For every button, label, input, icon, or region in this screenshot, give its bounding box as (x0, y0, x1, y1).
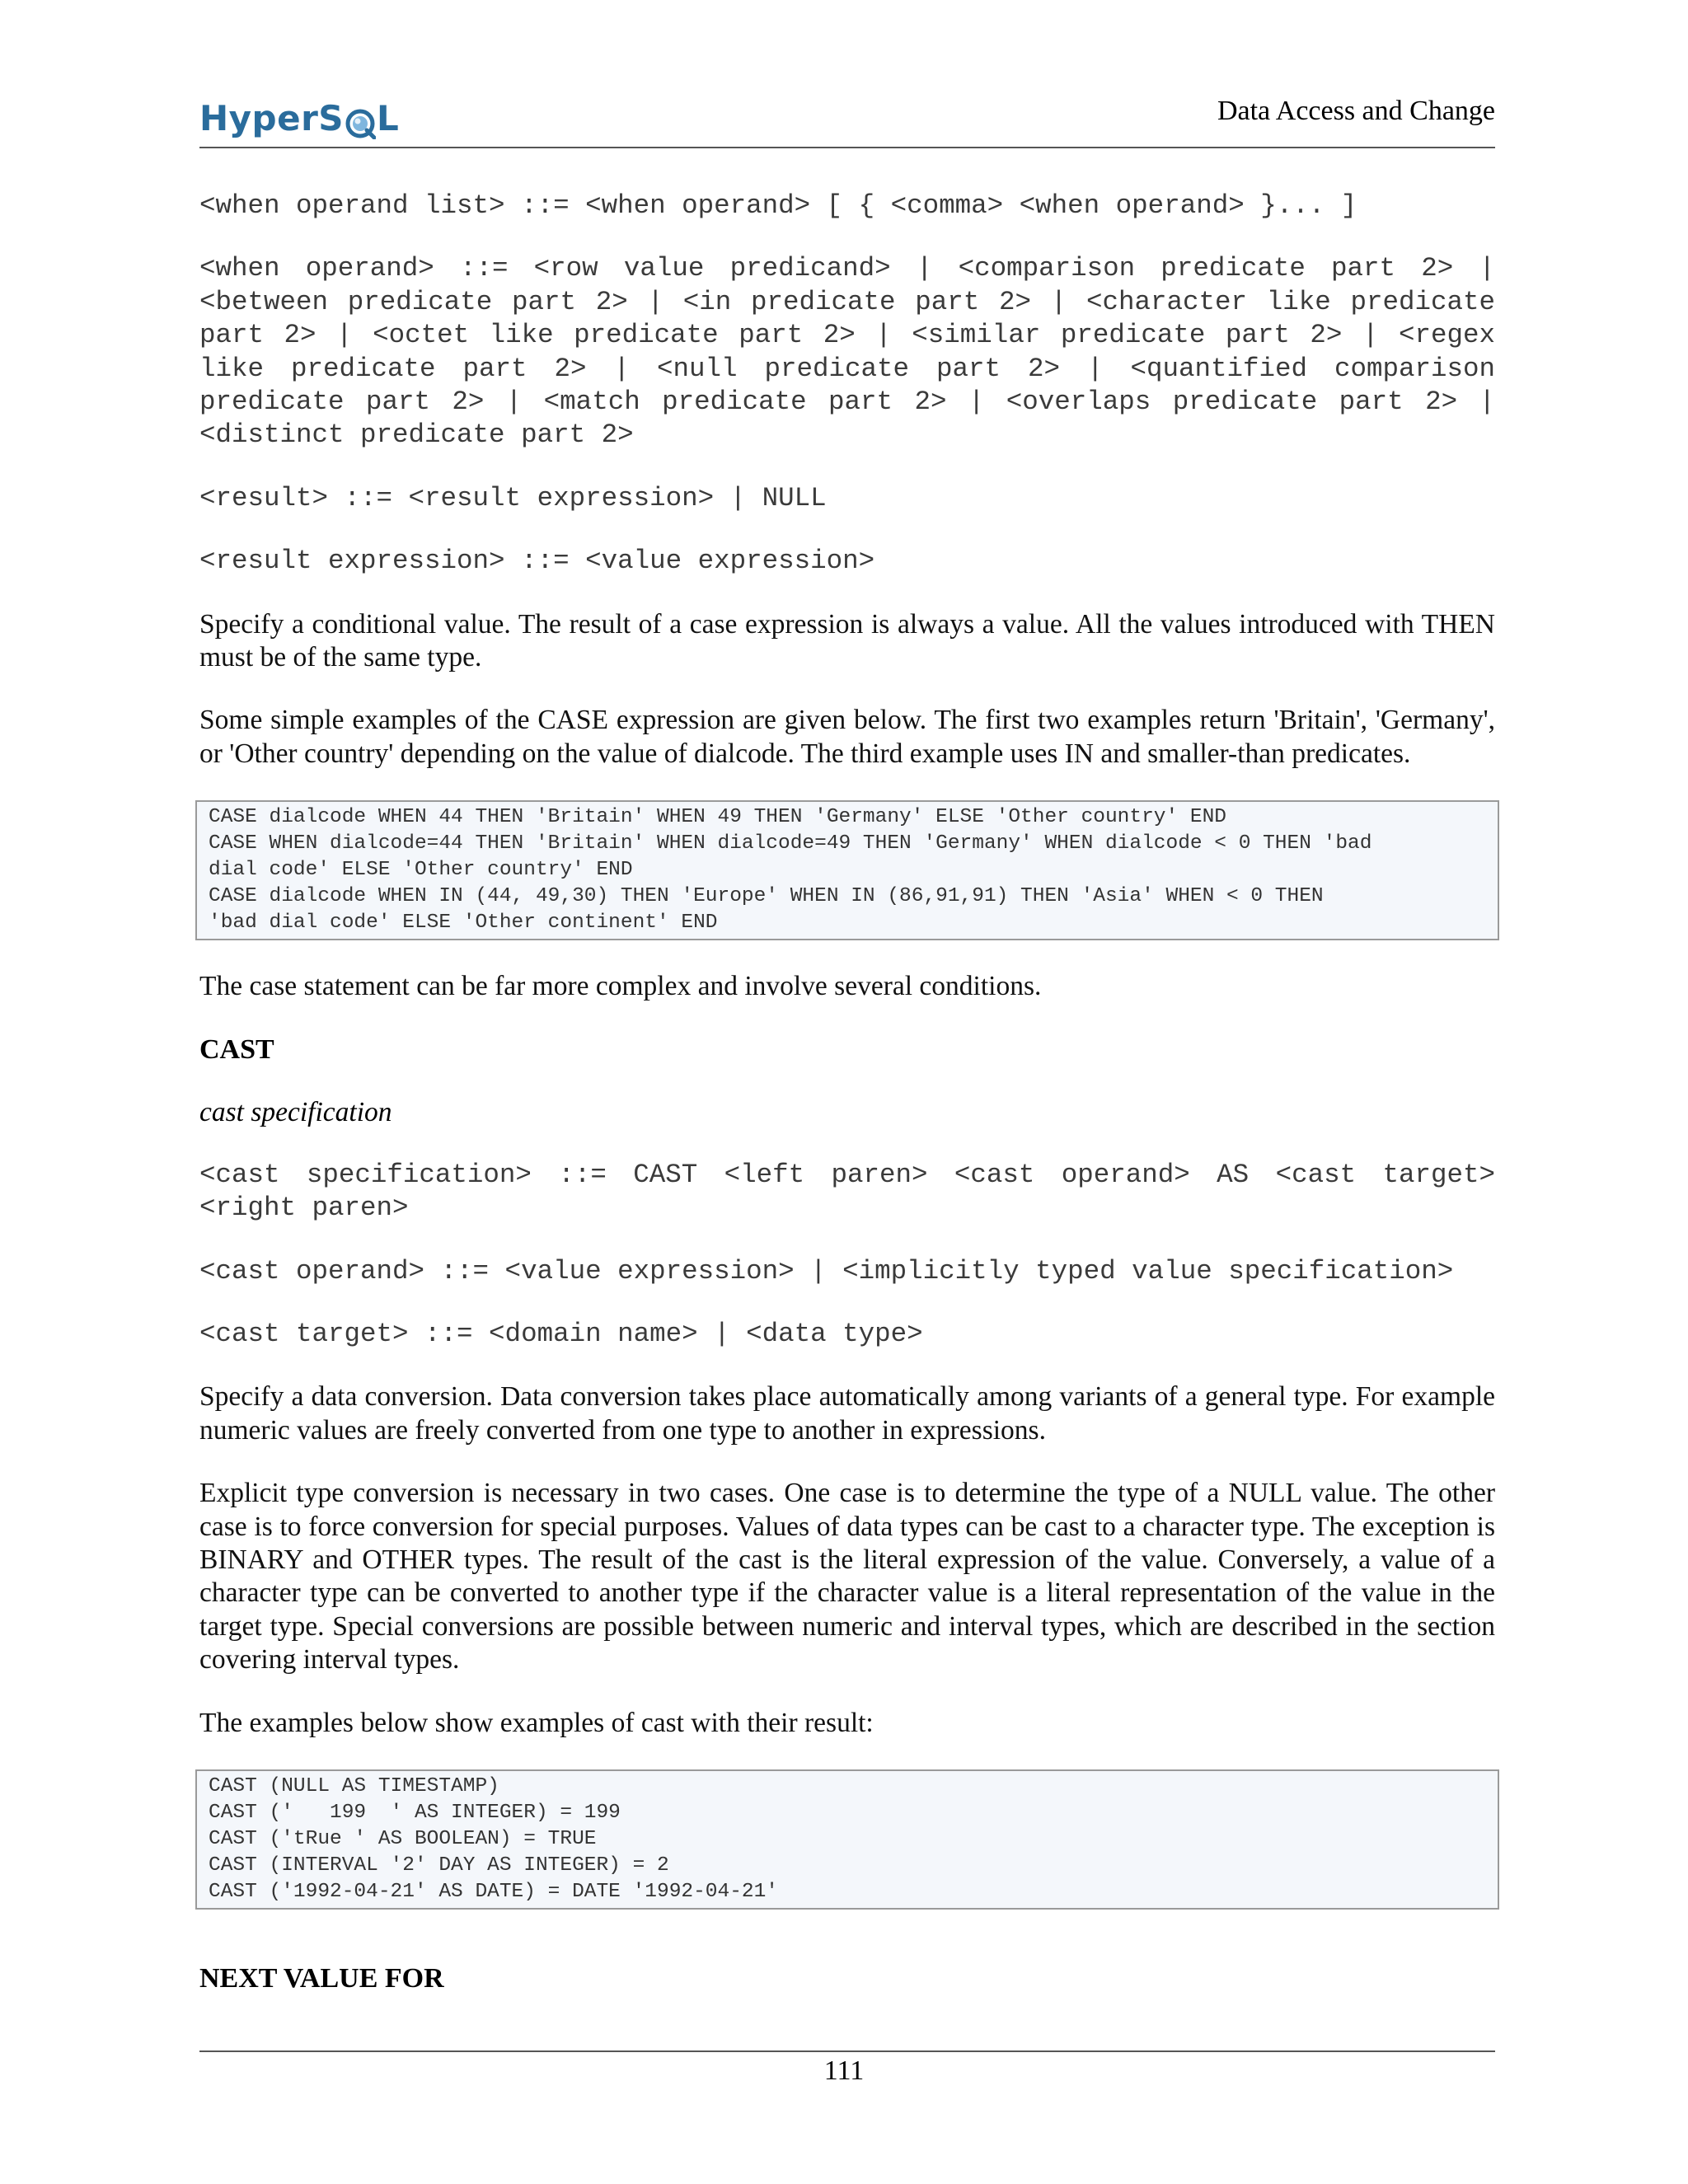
code-line: CASE dialcode WHEN IN (44, 49,30) THEN 'Europe' WHEN IN (86,91,91) THEN 'Asia' WHEN < 0 THEN (209, 885, 1324, 908)
code-line: CASE dialcode WHEN 44 THEN 'Britain' WHEN 49 THEN 'Germany' ELSE 'Other country' END (209, 806, 1227, 829)
grammar-when-operand: <when operand> ::= <row value predicand> | <comparison predicate part 2> | <between predicate part 2> | <in predicate part 2> | <character like predicate part 2> | <octet like predicate part 2> | <similar predicate part 2> | <regex like predicate part 2> | <null predicate part 2> | <quantified comparison predicate part 2> | <match predicate part 2> | <overlaps predicate part 2> | <distinct predicate part 2> (199, 253, 1495, 451)
grammar-result-expression: <result expression> ::= <value expression> (199, 546, 875, 577)
cast-code-block (195, 1769, 1499, 1910)
case-code-block (195, 800, 1499, 940)
code-line: CAST ('tRue ' AS BOOLEAN) = TRUE (209, 1827, 597, 1850)
case-examples-intro: Some simple examples of the CASE expression are given below. The first two examples return 'Britain', 'Germany', or 'Other country' depending on the value of dialcode. The third example uses IN and smaller-than predicates. (199, 705, 1495, 769)
grammar-cast-target: <cast target> ::= <domain name> | <data type> (199, 1318, 923, 1349)
grammar-when-operand-list: <when operand list> ::= <when operand> [ { <comma> <when operand> }... ] (199, 190, 1357, 221)
logo-q-icon (345, 103, 376, 134)
grammar-result: <result> ::= <result expression> | NULL (199, 482, 827, 513)
cast-examples-intro: The examples below show examples of cast with their result: (199, 1707, 874, 1738)
header-rule (199, 147, 1495, 148)
cast-description: Specify a data conversion. Data conversion takes place automatically among variants of a general type. For example numeric values are freely converted from one type to another in expressions. (199, 1381, 1495, 1446)
cast-heading: CAST (199, 1033, 274, 1065)
hypersql-logo (199, 94, 399, 143)
page-number: 111 (823, 2055, 865, 2086)
code-line: CAST (' 199 ' AS INTEGER) = 199 (209, 1801, 621, 1824)
page-header (199, 89, 1495, 148)
cast-explicit-conversion: Explicit type conversion is necessary in two cases. One case is to determine the type of a NULL value. The other case is to force conversion for special purposes. Values of data types can be cast to a character type. The exception is BINARY and OTHER types. The result of the cast is the literal expression of the value. Conversely, a value of a character type can be converted to another type if the character value is a literal representation of the value in the target type. Special conversions are possible between numeric and interval types, which are described in the section covering interval types. (199, 1478, 1495, 1675)
code-line: dial code' ELSE 'Other country' END (209, 859, 633, 882)
code-line: CAST ('1992-04-21' AS DATE) = DATE '1992-04-21' (209, 1880, 779, 1903)
header-title: Data Access and Change (1217, 96, 1495, 126)
case-description: Specify a conditional value. The result of a case expression is always a value. All the values introduced with THEN must be of the same type. (199, 608, 1495, 673)
page-content (199, 190, 1495, 2025)
grammar-cast-operand: <cast operand> ::= <value expression> | <implicitly typed value specification> (199, 1255, 1454, 1286)
code-line: 'bad dial code' ELSE 'Other continent' END (209, 912, 718, 935)
code-line: CASE WHEN dialcode=44 THEN 'Britain' WHEN dialcode=49 THEN 'Germany' WHEN dialcode < 0 THEN 'bad (209, 832, 1372, 855)
logo-text-post: L (377, 98, 400, 138)
cast-subheading: cast specification (199, 1096, 392, 1127)
code-line: CAST (NULL AS TIMESTAMP) (209, 1774, 499, 1797)
grammar-cast-specification: <cast specification> ::= CAST <left paren> <cast operand> AS <cast target> <right paren> (199, 1159, 1495, 1224)
logo-text-pre: HyperS (199, 98, 345, 138)
footer-rule (199, 2050, 1495, 2052)
case-complexity-note: The case statement can be far more complex and involve several conditions. (199, 971, 1042, 1002)
code-line: CAST (INTERVAL '2' DAY AS INTEGER) = 2 (209, 1854, 669, 1877)
next-value-for-heading: NEXT VALUE FOR (199, 1962, 444, 1994)
